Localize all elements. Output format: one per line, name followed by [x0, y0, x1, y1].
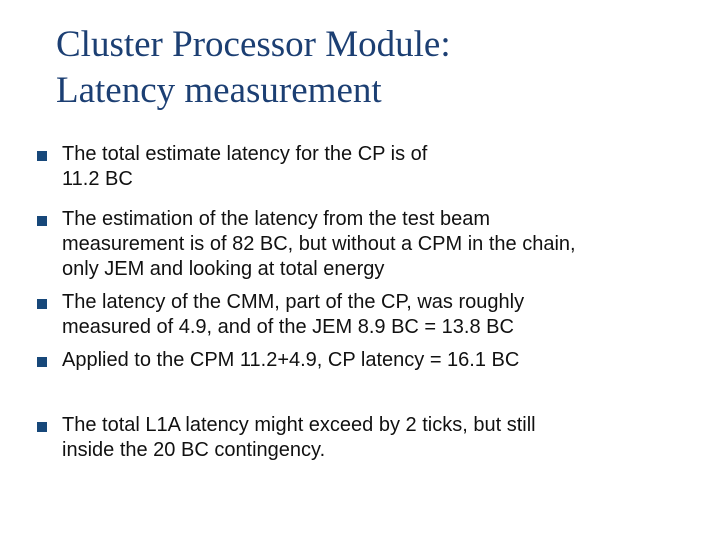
square-bullet-icon: [37, 151, 47, 161]
bullet-item-l1a-latency: [62, 413, 702, 463]
bullet-text-line: 11.2 BC: [62, 168, 133, 190]
square-bullet-icon: [37, 216, 47, 226]
square-bullet-icon: [37, 299, 47, 309]
bullet-text-line: measurement is of 82 BC, but without a CPM in the chain,: [62, 233, 576, 255]
slide-title-line-1: Cluster Processor Module:: [56, 24, 451, 65]
bullet-text-line: The total L1A latency might exceed by 2 ticks, but still: [62, 414, 536, 436]
bullet-text-line: inside the 20 BC contingency.: [62, 439, 326, 461]
square-bullet-icon: [37, 422, 47, 432]
bullet-item-total-estimate: [62, 142, 702, 192]
bullet-text-line: The estimation of the latency from the test beam: [62, 208, 490, 230]
square-bullet-icon: [37, 357, 47, 367]
slide-title: [56, 22, 451, 114]
bullet-text-line: only JEM and looking at total energy: [62, 258, 385, 280]
bullet-item-cpm-applied: [62, 348, 702, 373]
bullet-text-line: Applied to the CPM 11.2+4.9, CP latency = 16.1 BC: [62, 349, 520, 371]
slide-title-line-2: Latency measurement: [56, 70, 382, 111]
bullet-text-line: The total estimate latency for the CP is of: [62, 143, 428, 165]
bullet-text-line: The latency of the CMM, part of the CP, was roughly: [62, 291, 525, 313]
bullet-text-line: measured of 4.9, and of the JEM 8.9 BC = 13.8 BC: [62, 316, 514, 338]
bullet-item-cmm-latency: [62, 290, 702, 340]
bullet-item-test-beam-estimation: [62, 207, 702, 282]
